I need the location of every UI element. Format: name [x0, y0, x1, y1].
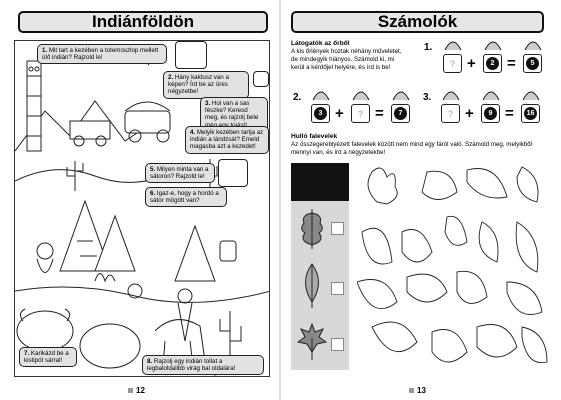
question-5: 5. Milyen minta van a sátoron? Rajzold le!	[145, 163, 215, 183]
count-box-oak[interactable]	[331, 222, 344, 235]
right-page-title: Számolók	[291, 11, 544, 33]
question-2: 2. Hány kaktusz van a képen? Írd be az üres négyzetbe!	[163, 71, 249, 99]
coloring-scene	[14, 40, 270, 377]
fallen-leaves-illustration	[357, 162, 553, 374]
creature-icon	[479, 84, 503, 102]
equation-2-number: 2.	[293, 92, 302, 103]
page-number-text: 12	[136, 386, 145, 395]
creature-icon	[441, 34, 465, 52]
creature-icon	[309, 84, 333, 102]
equation-1-term-a[interactable]: ?	[443, 54, 462, 73]
question-8: 8. Rajzolj egy indián tollat a legbaloldalibb virág bal oldalára!	[142, 355, 264, 375]
equation-3-result: 16	[521, 104, 540, 123]
count-box-narrow[interactable]	[331, 282, 344, 295]
page-marker-icon	[128, 388, 133, 393]
count-box-maple[interactable]	[331, 338, 344, 351]
equation-1-plus: +	[467, 55, 476, 72]
creature-icon	[389, 84, 413, 102]
answer-box-5[interactable]	[218, 159, 248, 187]
page-marker-icon	[409, 388, 414, 393]
right-page	[281, 0, 561, 400]
page-number-text: 13	[417, 386, 426, 395]
question-7: 7. Karikázd be a kistipót sárral!	[19, 347, 77, 367]
equation-1-result: 5	[523, 54, 542, 73]
equation-3-term-a[interactable]: ?	[441, 104, 460, 123]
oak-leaf-icon	[299, 205, 325, 251]
narrow-leaf-icon	[299, 262, 325, 310]
answer-box-1[interactable]	[175, 41, 207, 69]
section-text-leaves: Az összegereblyézett falevelek között nem mind egy fáról való. Számold meg, melyikből mennyi van, és írd a négyzetekbe!	[291, 141, 533, 156]
equation-2-term-a: 3	[311, 104, 330, 123]
equation-3-plus: +	[465, 105, 474, 122]
creature-icon	[519, 84, 543, 102]
equation-1-number: 1.	[424, 42, 433, 53]
creature-icon	[521, 34, 545, 52]
equation-2-equals: =	[375, 105, 384, 122]
question-4: 4. Melyik kezében tartja az indián a lándzsát? Emeld magasba azt a kezedet!	[185, 126, 269, 154]
answer-box-2[interactable]	[253, 71, 269, 87]
right-page-number	[409, 386, 426, 395]
left-page	[0, 0, 280, 400]
equation-1-term-b: 2	[483, 54, 502, 73]
equation-2-result: 7	[391, 104, 410, 123]
section-title-leaves: Hulló falevelek	[291, 133, 338, 140]
section-text-visitors: A kis őrlények hoztak néhány műveletet, de mindegyik hiányos. Számold ki, mi kerül a kérdőjel helyére, és írd is be!	[291, 48, 402, 71]
equation-2-term-b[interactable]: ?	[351, 104, 370, 123]
left-page-number	[128, 386, 145, 395]
creature-icon	[349, 84, 373, 102]
maple-leaf-icon	[297, 320, 327, 362]
creature-icon	[439, 84, 463, 102]
equation-3-number: 3.	[423, 92, 432, 103]
equation-1-equals: =	[507, 55, 516, 72]
left-page-title: Indiánföldön	[18, 11, 268, 33]
equation-3-term-b: 9	[481, 104, 500, 123]
creature-icon	[481, 34, 505, 52]
question-3: 3. Hol van a sas fészke? Keresd meg, és rajzolj bele	[200, 97, 268, 132]
leaf-tally-header	[291, 163, 349, 201]
question-6: 6. Igaz-e, hogy a hordó a sátor mögött van?	[145, 187, 227, 207]
section-title-visitors: Látogatók az őrből	[291, 40, 350, 47]
equation-2-plus: +	[335, 105, 344, 122]
equation-3-equals: =	[505, 105, 514, 122]
question-1: 1. Mit tart a kezében a totemoszlop mellett ülő indián? Rajzold le!	[37, 44, 167, 64]
